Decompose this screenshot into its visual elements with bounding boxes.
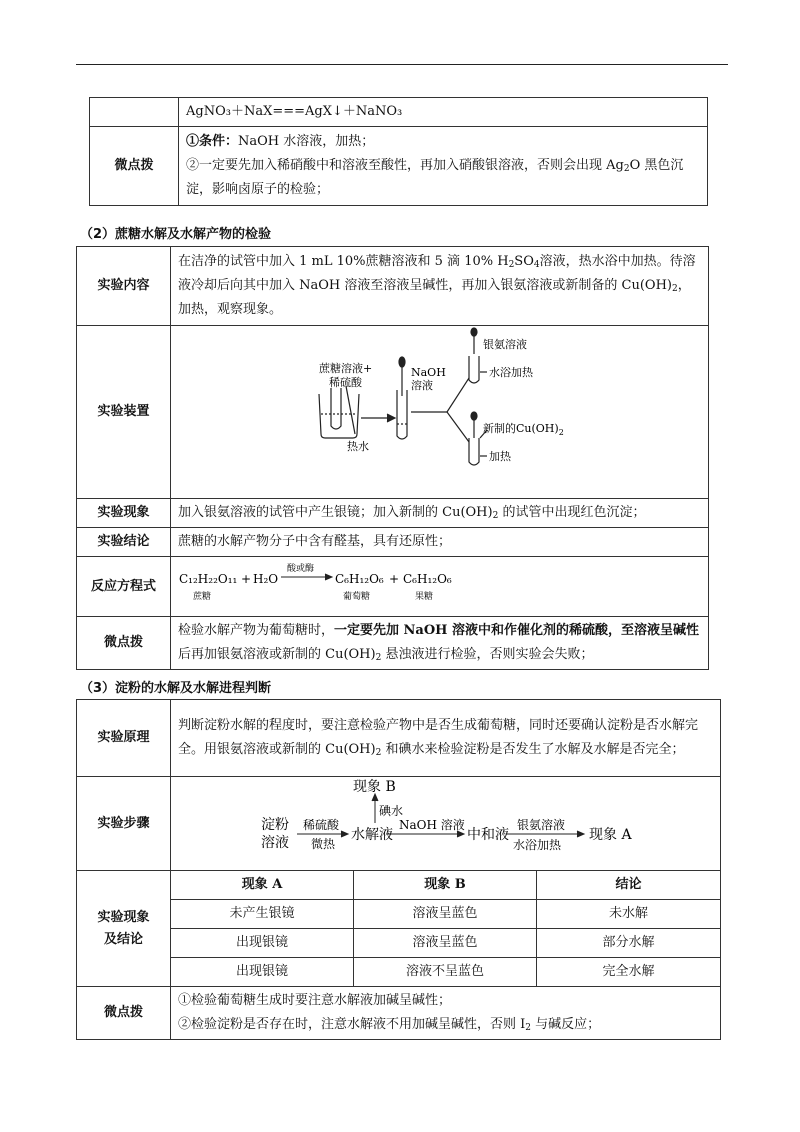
table-cell: 部分水解 (537, 929, 721, 958)
step-naoh: NaOH 溶液 (399, 818, 465, 832)
row-label: 反应方程式 (77, 557, 171, 617)
table-row (77, 958, 721, 987)
label-water-bath: 水浴加热 (489, 366, 533, 379)
table-row (77, 777, 721, 871)
header-rule (76, 64, 728, 65)
column-header: 现象 A (171, 871, 354, 900)
row-label: 实验结论 (77, 528, 171, 557)
step-acid: 稀硫酸 (303, 818, 340, 832)
label-fresh-cuoh: 新制的$Cu(OH)_2$ (483, 422, 564, 437)
tip-line: ①检验葡萄糖生成时要注意水解液加碱呈碱性； (178, 993, 452, 1008)
table-row (90, 127, 708, 206)
content-text: 溶液，热水浴中加热。待溶液冷却后向其中加入 NaOH 溶液至溶液呈碱性，再加入银氨溶液或新制备的 Cu(OH) (178, 254, 696, 293)
halide-test-table (89, 97, 708, 206)
step-silver: 银氨溶液 (517, 818, 566, 832)
subscript: 2 (623, 164, 630, 174)
row-label (77, 871, 171, 987)
plus-sign: + (389, 572, 400, 586)
column-header: 现象 B (354, 871, 537, 900)
subscript: 2 (671, 284, 678, 294)
name-fructose: 果糖 (415, 592, 434, 602)
table-cell: 溶液呈蓝色 (354, 929, 537, 958)
content-cell (171, 247, 709, 326)
table-row (77, 499, 709, 528)
phenomenon-text: 加入银氨溶液的试管中产生银镜；加入新制的 Cu(OH) (178, 505, 493, 520)
product-fructose: C₆H₁₂O₆ (403, 572, 452, 586)
beaker-icon (319, 394, 359, 438)
sucrose-table (76, 246, 709, 670)
principle-text: 和碘水来检验淀粉是否发生了水解及水解是否完全； (381, 742, 685, 757)
catalyst-label: 酸或酶 (287, 564, 315, 574)
table-row (77, 326, 709, 499)
column-header: 结论 (537, 871, 721, 900)
subscript: 2 (525, 1023, 532, 1033)
table-row (77, 929, 721, 958)
table-cell: 未产生银镜 (171, 900, 354, 929)
equation-cell (171, 557, 709, 617)
table-cell: 未水解 (537, 900, 721, 929)
step-solution: 溶液 (261, 835, 289, 851)
content-text: 在洁净的试管中加入 1 mL 10%蔗糖溶液和 5 滴 10% H (178, 254, 509, 269)
tip-cell (171, 617, 709, 670)
empty-cell (90, 98, 179, 127)
table-row (77, 528, 709, 557)
reaction-arrow (281, 574, 332, 580)
label-solution: 溶液 (411, 379, 433, 392)
principle-cell (171, 700, 721, 777)
row-label: 微点拨 (77, 617, 171, 670)
table-row (90, 98, 708, 127)
reactant-water: H₂O (253, 572, 279, 586)
content-text: ，加热，观察现象。 (178, 278, 691, 317)
subscript: 2 (375, 653, 382, 663)
section-heading-sucrose: （2）蔗糖水解及水解产物的检验 (80, 227, 272, 242)
label-sucrose: 蔗糖溶液+ (319, 362, 373, 375)
label-naoh: NaOH (411, 366, 446, 379)
label-hot-water: 热水 (347, 440, 369, 453)
row-label: 实验内容 (77, 247, 171, 326)
step-warm: 微热 (311, 837, 336, 851)
step-hydrolysate: 水解液 (351, 827, 393, 843)
test-tube-icon (397, 390, 407, 439)
name-glucose: 葡萄糖 (343, 592, 371, 602)
label-silver-ammonia: 银氨溶液 (483, 338, 527, 351)
apparatus-diagram (171, 326, 709, 489)
tip-cell (179, 127, 708, 206)
reactant-sucrose: C₁₂H₂₂O₁₁ (179, 572, 238, 586)
row-label: 微点拨 (90, 127, 179, 206)
tip-text: ②一定要先加入稀硝酸中和溶液至酸性，再加入硝酸银溶液，否则会出现 Ag (186, 158, 624, 173)
halide-equation: AgNO₃＋NaX===AgX↓＋NaNO₃ (179, 98, 708, 127)
tip-text: ②检验淀粉是否存在时，注意水解液不用加碱呈碱性，否则 I (178, 1017, 526, 1032)
table-row (77, 900, 721, 929)
test-tube-icon (469, 438, 479, 465)
subscript: 2 (375, 748, 382, 758)
table-cell: 完全水解 (537, 958, 721, 987)
steps-cell (171, 777, 721, 871)
test-tube-icon (469, 356, 479, 383)
table-row (77, 247, 709, 326)
conclusion-cell: 蔗糖的水解产物分子中含有醛基，具有还原性； (171, 528, 709, 557)
principle-text: 判断淀粉水解的程度时，要注意检验产物中是否生成葡萄糖，同时还要确认淀粉是否水解完全。用银氨溶液或新制的 Cu(OH) (178, 718, 699, 757)
table-row (77, 557, 709, 617)
table-row (77, 987, 721, 1040)
label-line: 及结论 (103, 931, 143, 947)
name-sucrose: 蔗糖 (193, 592, 212, 602)
tip-text: 后再加银氨溶液或新制的 Cu(OH) (178, 647, 376, 662)
table-row (77, 700, 721, 777)
table-cell: 溶液不呈蓝色 (354, 958, 537, 987)
label-heat: 加热 (489, 450, 511, 463)
table-row (77, 871, 721, 900)
table-cell: 溶液呈蓝色 (354, 900, 537, 929)
phenomenon-text: 的试管中出现红色沉淀； (498, 505, 646, 520)
label-line: 实验现象 (97, 909, 150, 925)
hydrolysis-equation (171, 557, 471, 607)
tip-text: NaOH 水溶液，加热； (238, 134, 375, 149)
label-sulfuric: 稀硫酸 (329, 376, 362, 389)
phenomenon-cell (171, 499, 709, 528)
plus-sign: + (241, 572, 252, 586)
table-cell: 出现银镜 (171, 929, 354, 958)
table-row (77, 617, 709, 670)
row-label: 实验步骤 (77, 777, 171, 871)
step-phenomenon-a: 现象 A (589, 827, 632, 843)
tip-text: 检验水解产物为葡萄糖时， (178, 623, 335, 638)
subscript: 2 (492, 511, 499, 521)
content-text: SO (514, 254, 534, 269)
row-label: 微点拨 (77, 987, 171, 1040)
tip-cell (171, 987, 721, 1040)
product-glucose: C₆H₁₂O₆ (335, 572, 384, 586)
test-tube-icon (331, 388, 341, 429)
row-label: 实验现象 (77, 499, 171, 528)
row-label: 实验装置 (77, 326, 171, 499)
starch-table (76, 699, 721, 1040)
tip-bold: 一定要先加 NaOH 溶液中和作催化剂的稀硫酸，至溶液呈碱性 (334, 623, 699, 638)
step-bath: 水浴加热 (513, 838, 562, 852)
tip-text: O 黑色沉淀，影响卤原子的检验； (186, 158, 684, 197)
step-starch: 淀粉 (261, 817, 289, 833)
tip-text: 悬浊液进行检验，否则实验会失败； (381, 647, 594, 662)
steps-flow-diagram (171, 777, 721, 861)
table-cell: 出现银镜 (171, 958, 354, 987)
tip-bold: ①条件： (186, 134, 239, 149)
step-neutral: 中和液 (467, 827, 509, 843)
apparatus-cell (171, 326, 709, 499)
subscript: 2 (508, 260, 515, 270)
row-label: 实验原理 (77, 700, 171, 777)
subscript: 4 (533, 260, 540, 270)
tip-text: 与碱反应； (531, 1017, 601, 1032)
step-phenomenon-b: 现象 B (353, 779, 396, 795)
step-iodine: 碘水 (379, 804, 404, 818)
section-heading-starch: （3）淀粉的水解及水解进程判断 (80, 681, 272, 696)
